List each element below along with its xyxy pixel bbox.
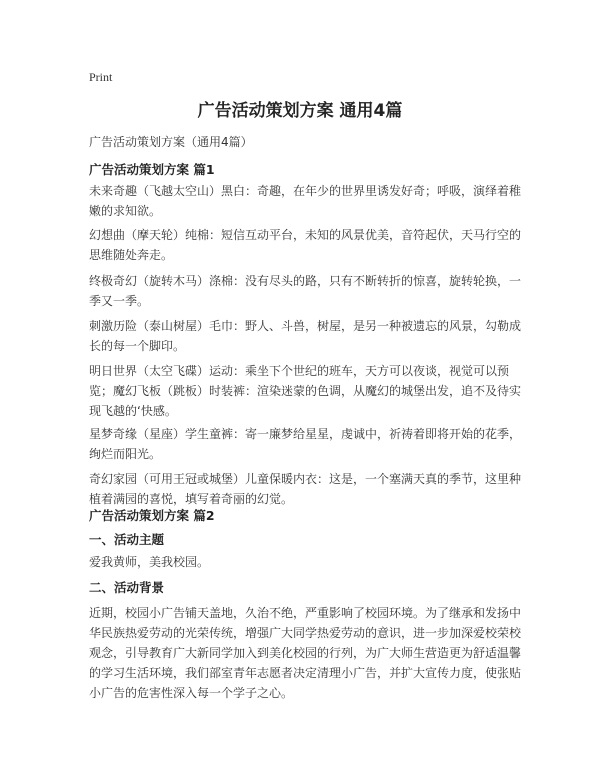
section-2-subheading-background: 二、活动背景	[89, 580, 165, 595]
paragraph: 星梦奇缘（星座）学生童裤：寄一廉梦给星星，虔诚中，祈祷着即将开始的花季，绚烂而阳光。	[89, 427, 522, 461]
page-title: 广告活动策划方案 通用4篇	[197, 101, 403, 121]
paragraph: 幻想曲（摩天轮）纯棉：短信互动平台，未知的风景优美，音符起伏，天马行空的思维随处奔走。	[89, 228, 522, 262]
paragraph: 未来奇趣（飞越太空山）黑白：奇趣，在年少的世界里诱发好奇；呼吸，演绎着稚嫩的求知欲。	[89, 184, 522, 218]
section-2-heading: 广告活动策划方案 篇2	[89, 508, 215, 523]
section-1-heading: 广告活动策划方案 篇1	[89, 162, 215, 177]
print-link[interactable]: Print	[89, 70, 113, 84]
section-2-subheading-theme: 一、活动主题	[89, 532, 165, 547]
paragraph: 刺激历险（泰山树屋）毛巾：野人、斗兽，树屋，是另一种被遗忘的风景，勾勒成长的每一个脚印。	[89, 319, 522, 353]
paragraph: 明日世界（太空飞碟）运动：乘坐下个世纪的班车，天方可以夜谈，视觉可以预览；魔幻飞板（跳板）时装裤：渲染迷蒙的色调，从魔幻的城堡出发，追不及待实现飞越的‘快感。	[89, 364, 522, 418]
document-subtitle: 广告活动策划方案（通用4篇）	[89, 135, 253, 149]
paragraph: 爱我黄师，美我校园。	[89, 555, 210, 569]
paragraph: 奇幻家园（可用王冠或城堡）儿童保暖内衣：这是，一个塞满天真的季节，这里种植着满园的喜悦，填写着奇丽的幻觉。	[89, 472, 522, 506]
paragraph: 近期，校园小广告铺天盖地，久治不绝，严重影响了校园环境。为了继承和发扬中华民族热爱劳动的光荣传统，增强广大同学热爱劳动的意识，进一步加深爱校荣校观念，引导教育广大新同学加入到美化校园的行列，为广大师生营造更为舒适温馨的学习生活环境，我们部室青年志愿者决定清理小广告，并扩大宣传力度，使张贴小广告的危害性深入每一个学子之心。	[89, 606, 522, 700]
paragraph: 终极奇幻（旋转木马）涤棉：没有尽头的路，只有不断转折的惊喜，旋转轮换，一季又一季。	[89, 274, 522, 308]
